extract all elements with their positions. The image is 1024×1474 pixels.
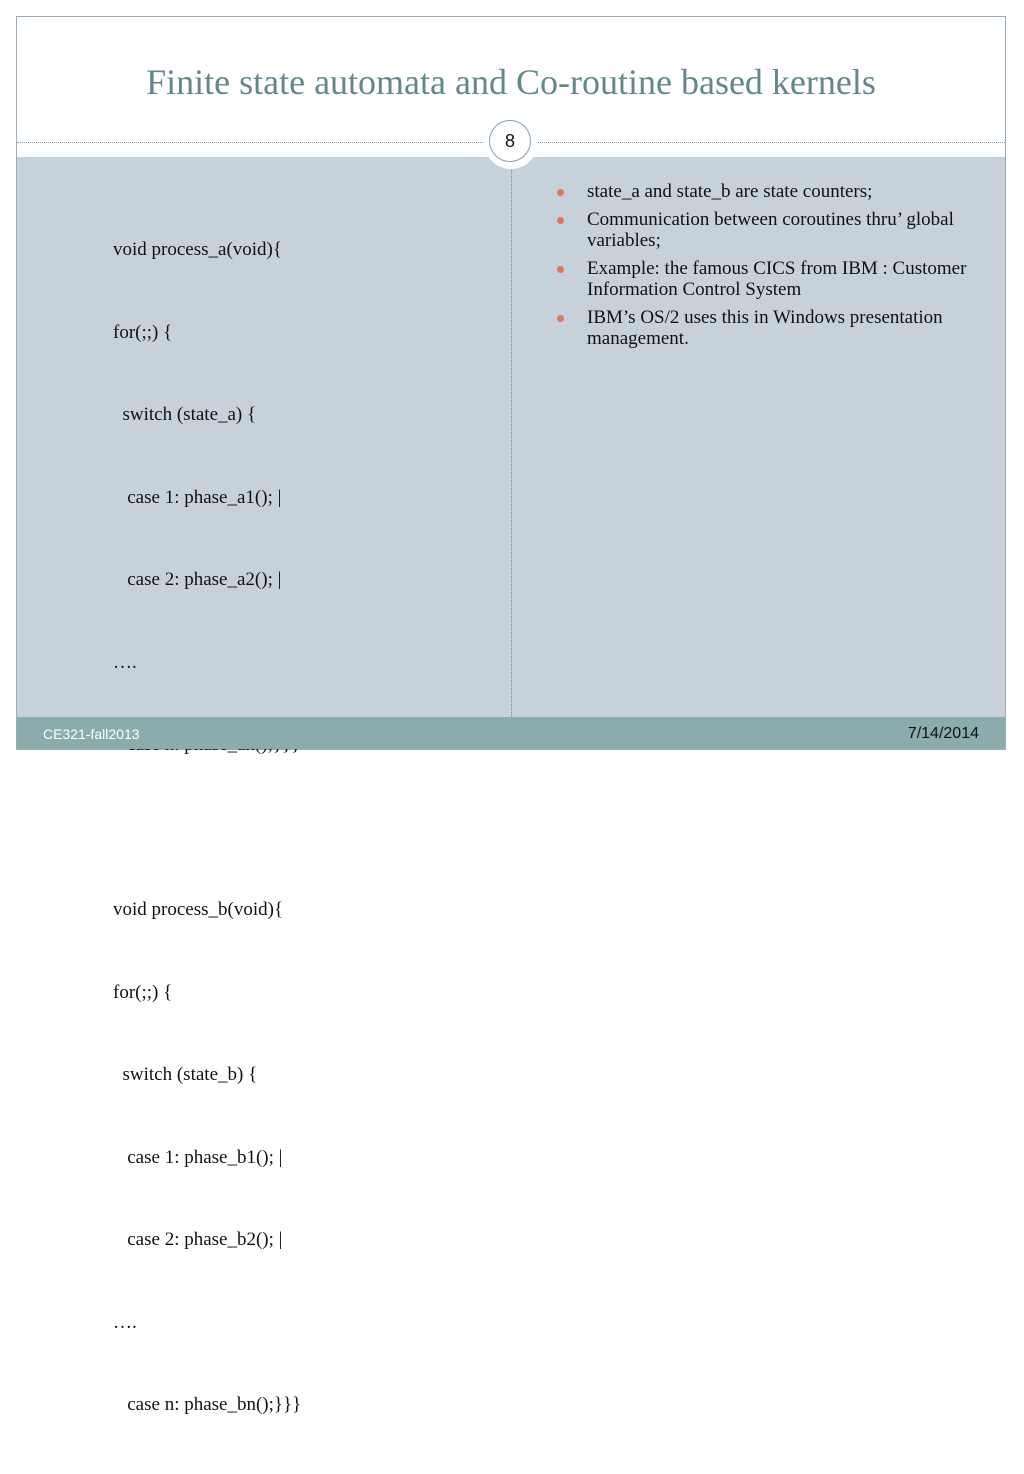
code-line: case n: phase_bn();}}} (113, 1394, 302, 1415)
footer-course-label: CE321-fall2013 (43, 726, 140, 742)
bullet-item (557, 181, 977, 202)
bullet-text: IBM’s OS/2 uses this in Windows presentation management. (587, 307, 943, 349)
bullet-item (557, 307, 977, 349)
code-block (113, 181, 493, 1474)
bullet-text: state_a and state_b are state counters; (587, 181, 873, 202)
bullet-item (557, 209, 977, 251)
code-line: case 1: phase_b1(); | (113, 1146, 283, 1168)
footer-date: 7/14/2014 (907, 725, 979, 742)
footer-bar (17, 717, 1005, 749)
slide-title: Finite state automata and Co-routine based kernels (146, 62, 876, 102)
code-line: case 1: phase_a1(); | (113, 486, 282, 508)
bullet-icon (557, 217, 564, 224)
slide (16, 16, 1006, 1415)
bullet-item (557, 258, 977, 300)
code-line: switch (state_b) { (113, 1064, 258, 1085)
page-number-badge (489, 120, 531, 162)
bullet-icon (557, 266, 564, 273)
bullet-icon (557, 189, 564, 196)
code-line: for(;;) { (113, 981, 173, 1003)
code-line: …. (113, 651, 137, 673)
code-line: void process_b(void){ (113, 899, 284, 920)
bullet-text: Example: the famous CICS from IBM : Customer Information Control System (587, 258, 967, 300)
code-line: case 2: phase_b2(); | (113, 1229, 283, 1250)
code-line: switch (state_a) { (113, 404, 257, 425)
code-line: …. (113, 1311, 137, 1333)
bullet-text: Communication between coroutines thru’ global variables; (587, 209, 954, 251)
column-divider (511, 157, 512, 717)
code-line: for(;;) { (113, 321, 173, 343)
code-line: void process_a(void){ (113, 239, 282, 260)
code-line: case 2: phase_a2(); | (113, 569, 282, 590)
page-number: 8 (504, 130, 515, 151)
code-line (113, 814, 493, 842)
bullet-icon (557, 315, 564, 322)
bullet-list (557, 181, 977, 356)
